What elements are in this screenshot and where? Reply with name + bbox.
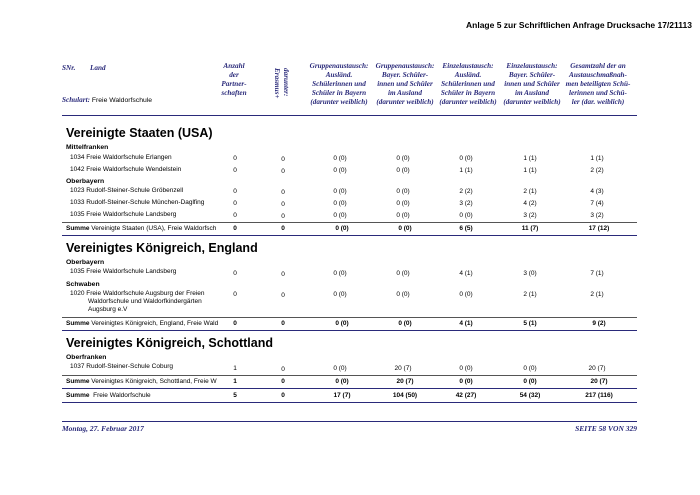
- sum-keyword: Summe: [66, 320, 90, 327]
- cell-einzel-bayer: 5 (1): [523, 320, 537, 327]
- cell-erasmus: 0: [281, 366, 285, 373]
- total-keyword: Summe: [66, 392, 90, 399]
- cell-gesamt: 2 (1): [590, 291, 604, 298]
- header-partner-line: der: [229, 71, 239, 79]
- section-rule: [62, 388, 637, 389]
- sum-keyword: Summe: [66, 378, 90, 385]
- cell-gesamt: 4 (3): [590, 188, 604, 195]
- header-snr: SNr.: [62, 64, 76, 72]
- cell-gruppen-ausl: 0 (0): [333, 155, 347, 162]
- header-line: Einzelaustausch:: [442, 62, 494, 70]
- cell-gesamt: 9 (2): [592, 320, 606, 327]
- sum-keyword: Summe: [66, 225, 90, 232]
- cell-gruppen-bayer: 0 (0): [396, 188, 410, 195]
- header-line: Bayer. Schüler-: [508, 71, 556, 79]
- header-erasmus-line: Erasmus+: [273, 68, 281, 99]
- header-partner: [212, 62, 256, 98]
- cell-erasmus: 0: [281, 378, 285, 385]
- region-name: Oberfranken: [66, 354, 107, 361]
- header-line: Einzelaustausch:: [506, 62, 558, 70]
- cell-einzel-ausl: 0 (0): [459, 212, 473, 219]
- sum-label: [66, 225, 224, 232]
- cell-erasmus: 0: [281, 201, 285, 208]
- row-label: 1035 Freie Waldorfschule Landsberg: [70, 268, 177, 275]
- cell-gruppen-bayer: 20 (7): [396, 378, 414, 385]
- row-label-cont: Waldorfschule und Waldorfkindergärten: [88, 298, 202, 305]
- header-line: ler (dar. weiblich): [571, 98, 625, 106]
- header-line: im Ausland: [388, 89, 422, 97]
- footer-rule: [62, 421, 637, 422]
- cell-gruppen-bayer: 104 (50): [392, 392, 418, 399]
- cell-einzel-bayer: 2 (1): [523, 291, 537, 298]
- cell-einzel-ausl: 6 (5): [459, 225, 473, 232]
- header-line: Schüler in Bayern: [311, 89, 367, 97]
- cell-einzel-ausl: 0 (0): [459, 365, 473, 372]
- cell-gesamt: 2 (2): [590, 167, 604, 174]
- section-title: Vereinigtes Königreich, England: [66, 241, 258, 255]
- header-land: Land: [90, 64, 106, 72]
- cell-gruppen-ausl: 17 (7): [333, 392, 351, 399]
- cell-gruppen-bayer: 0 (0): [396, 167, 410, 174]
- cell-einzel-ausl: 0 (0): [459, 378, 473, 385]
- cell-gruppen-ausl: 0 (0): [335, 225, 349, 232]
- cell-erasmus: 0: [281, 213, 285, 220]
- cell-partner: 5: [233, 392, 237, 399]
- cell-gruppen-ausl: 0 (0): [333, 167, 347, 174]
- cell-gruppen-ausl: 0 (0): [333, 212, 347, 219]
- header-gruppen-ausl: [306, 62, 372, 107]
- cell-einzel-ausl: 2 (2): [459, 188, 473, 195]
- cell-erasmus: 0: [281, 392, 285, 399]
- header-gesamt: [562, 62, 634, 107]
- row-label: 1042 Freie Waldorfschule Wendelstein: [70, 166, 182, 173]
- total-text: Freie Waldorfschule: [93, 392, 151, 399]
- cell-einzel-bayer: 3 (0): [523, 270, 537, 277]
- sum-text: Vereinigtes Königreich, Schottland, Freie W: [91, 378, 217, 385]
- cell-gesamt: 3 (2): [590, 212, 604, 219]
- cell-gesamt: 17 (12): [588, 225, 610, 232]
- row-label: 1034 Freie Waldorfschule Erlangen: [70, 154, 172, 161]
- total-label: [66, 392, 224, 399]
- header-einzel-bayer: [500, 62, 564, 107]
- header-line: men beteiligten Schü-: [565, 80, 631, 88]
- document-annex-title: Anlage 5 zur Schriftlichen Anfrage Drucksache 17/21113: [466, 20, 692, 30]
- cell-gesamt: 20 (7): [590, 378, 608, 385]
- cell-erasmus: 0: [281, 225, 285, 232]
- header-line: Bayer. Schüler-: [381, 71, 429, 79]
- header-line: innen und Schüler: [504, 80, 560, 88]
- total-rule: [62, 402, 637, 403]
- cell-gruppen-ausl: 0 (0): [333, 200, 347, 207]
- header-partner-line: Partner-: [221, 80, 247, 88]
- row-label: 1037 Rudolf-Steiner-Schule Coburg: [70, 363, 173, 370]
- cell-partner: 0: [233, 212, 237, 219]
- header-line: im Ausland: [515, 89, 549, 97]
- header-line: (darunter weiblich): [310, 98, 368, 106]
- header-line: Ausländ.: [325, 71, 353, 79]
- cell-einzel-bayer: 0 (0): [523, 365, 537, 372]
- row-label-cont: Augsburg e.V: [88, 306, 128, 313]
- sum-text: Vereinigtes Königreich, England, Freie Wald: [91, 320, 219, 327]
- cell-gruppen-bayer: 0 (0): [396, 155, 410, 162]
- header-erasmus-line: darunter:: [282, 68, 290, 97]
- cell-partner: 0: [233, 188, 237, 195]
- header-line: Schüler in Bayern: [440, 89, 496, 97]
- header-line: Schülerinnen und: [312, 80, 366, 88]
- cell-partner: 0: [233, 291, 237, 298]
- sum-rule: [62, 222, 637, 223]
- cell-gruppen-bayer: 0 (0): [398, 320, 412, 327]
- cell-gruppen-ausl: 0 (0): [335, 320, 349, 327]
- header-line: Gruppenaustausch:: [309, 62, 369, 70]
- cell-erasmus: 0: [281, 292, 285, 299]
- cell-gruppen-bayer: 0 (0): [396, 212, 410, 219]
- cell-gruppen-ausl: 0 (0): [333, 291, 347, 298]
- region-name: Oberbayern: [66, 178, 105, 185]
- cell-gesamt: 217 (116): [585, 392, 613, 399]
- cell-einzel-ausl: 0 (0): [459, 155, 473, 162]
- sum-text: Vereinigte Staaten (USA), Freie Waldorfsch: [91, 225, 217, 232]
- cell-gruppen-bayer: 0 (0): [396, 270, 410, 277]
- cell-einzel-ausl: 0 (0): [459, 291, 473, 298]
- cell-gruppen-ausl: 0 (0): [335, 378, 349, 385]
- section-rule: [62, 235, 637, 236]
- cell-einzel-ausl: 4 (1): [459, 320, 473, 327]
- sum-label: [66, 320, 224, 327]
- header-line: (darunter weiblich): [439, 98, 497, 106]
- cell-einzel-bayer: 11 (7): [521, 225, 539, 232]
- row-label: 1033 Rudolf-Steiner-Schule München-Daglfing: [70, 199, 205, 206]
- header-line: innen und Schüler: [377, 80, 433, 88]
- sum-label: [66, 378, 224, 385]
- header-schulart-value: Freie Waldorfschule: [91, 97, 153, 104]
- cell-erasmus: 0: [281, 320, 285, 327]
- cell-gruppen-ausl: 0 (0): [333, 365, 347, 372]
- header-line: Schülerinnen und: [441, 80, 495, 88]
- row-label: 1020 Freie Waldorfschule Augsburg der Freien: [70, 290, 205, 297]
- cell-einzel-ausl: 42 (27): [455, 392, 477, 399]
- row-label: 1035 Freie Waldorfschule Landsberg: [70, 211, 177, 218]
- header-line: (darunter weiblich): [376, 98, 434, 106]
- header-line: (darunter weiblich): [503, 98, 561, 106]
- footer-page: SEITE 58 VON 329: [575, 424, 637, 433]
- section-title: Vereinigtes Königreich, Schottland: [66, 336, 273, 350]
- cell-gesamt: 7 (1): [590, 270, 604, 277]
- header-schulart-label: Schulart:: [62, 96, 90, 104]
- row-label: 1023 Rudolf-Steiner-Schule Gröbenzell: [70, 187, 184, 194]
- header-partner-line: schaften: [221, 89, 247, 97]
- cell-gruppen-ausl: 0 (0): [333, 270, 347, 277]
- section-rule: [62, 330, 637, 331]
- footer-date: Montag, 27. Februar 2017: [62, 424, 144, 433]
- header-line: lerinnen und Schü-: [569, 89, 627, 97]
- cell-gruppen-bayer: 20 (7): [394, 365, 412, 372]
- cell-gesamt: 20 (7): [588, 365, 606, 372]
- sum-rule: [62, 317, 637, 318]
- cell-einzel-bayer: 3 (2): [523, 212, 537, 219]
- header-line: Gesamtzahl der an: [570, 62, 626, 70]
- cell-erasmus: 0: [281, 271, 285, 278]
- cell-einzel-bayer: 0 (0): [523, 378, 537, 385]
- region-name: Mittelfranken: [66, 144, 109, 151]
- header-line: Ausländ.: [454, 71, 482, 79]
- header-gruppen-bayer: [372, 62, 438, 107]
- cell-gruppen-bayer: 0 (0): [396, 200, 410, 207]
- cell-gesamt: 7 (4): [590, 200, 604, 207]
- cell-einzel-bayer: 1 (1): [523, 155, 537, 162]
- header-einzel-ausl: [436, 62, 500, 107]
- cell-einzel-bayer: 4 (2): [523, 200, 537, 207]
- header-line: Gruppenaustausch:: [375, 62, 435, 70]
- sum-rule: [62, 375, 637, 376]
- header-partner-line: Anzahl: [223, 62, 245, 70]
- cell-partner: 0: [233, 320, 237, 327]
- cell-einzel-bayer: 54 (32): [519, 392, 541, 399]
- region-name: Schwaben: [66, 281, 100, 288]
- cell-erasmus: 0: [281, 189, 285, 196]
- header-schulart: [62, 96, 152, 105]
- cell-partner: 0: [233, 200, 237, 207]
- cell-einzel-bayer: 2 (1): [523, 188, 537, 195]
- cell-partner: 1: [233, 365, 237, 372]
- header-line: Austauschmaßnah-: [569, 71, 627, 79]
- cell-partner: 0: [233, 167, 237, 174]
- cell-gruppen-bayer: 0 (0): [398, 225, 412, 232]
- cell-einzel-ausl: 1 (1): [459, 167, 473, 174]
- cell-einzel-ausl: 4 (1): [459, 270, 473, 277]
- cell-partner: 0: [233, 270, 237, 277]
- cell-einzel-bayer: 1 (1): [523, 167, 537, 174]
- section-title: Vereinigte Staaten (USA): [66, 126, 213, 140]
- cell-gruppen-bayer: 0 (0): [396, 291, 410, 298]
- cell-einzel-ausl: 3 (2): [459, 200, 473, 207]
- cell-erasmus: 0: [281, 168, 285, 175]
- cell-partner: 0: [233, 225, 237, 232]
- cell-partner: 0: [233, 155, 237, 162]
- cell-erasmus: 0: [281, 156, 285, 163]
- cell-gruppen-ausl: 0 (0): [333, 188, 347, 195]
- cell-partner: 1: [233, 378, 237, 385]
- cell-gesamt: 1 (1): [590, 155, 604, 162]
- region-name: Oberbayern: [66, 259, 105, 266]
- header-rule: [62, 115, 637, 116]
- header-erasmus: [272, 68, 290, 98]
